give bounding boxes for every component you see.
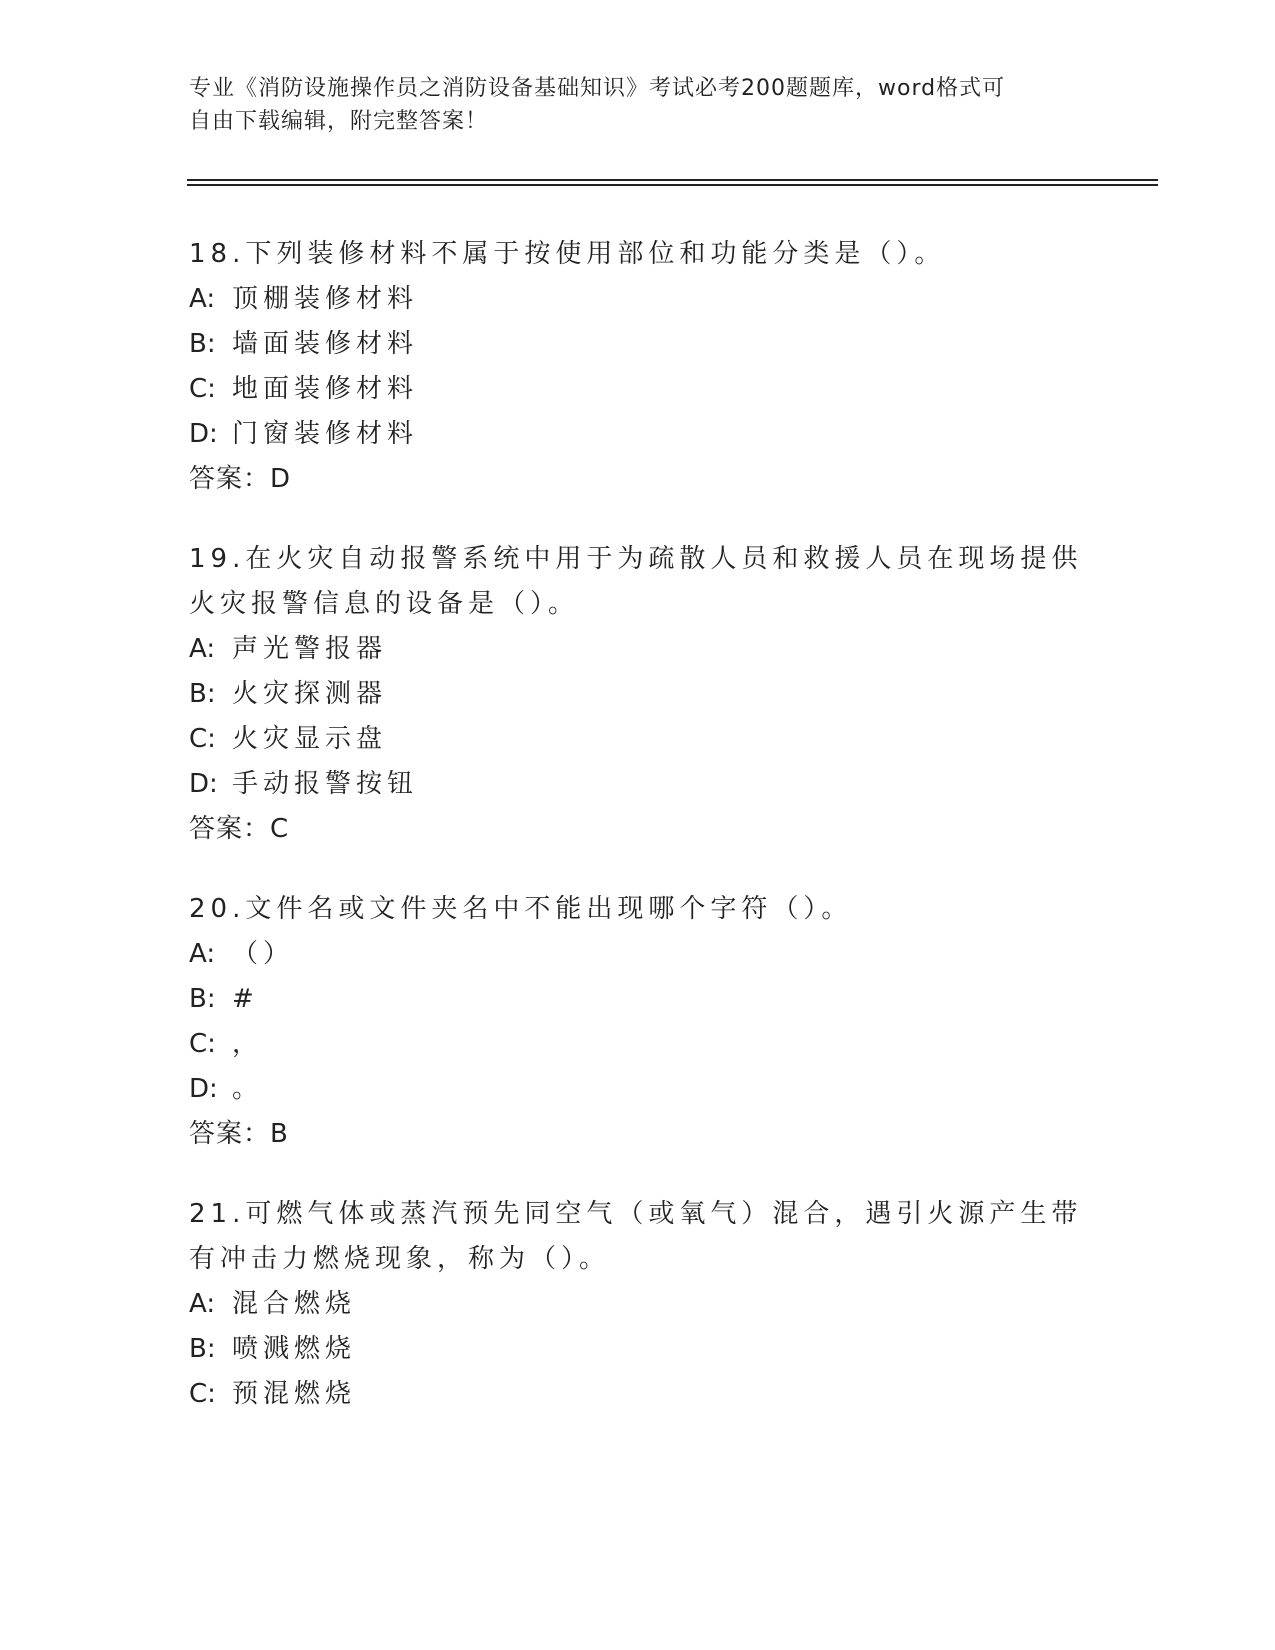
option-text: （） [232,939,295,969]
option-text: 预混燃烧 [232,1379,357,1409]
option-letter: A: [189,939,216,969]
question-18 [189,232,1109,501]
option-text: 。 [232,1074,264,1104]
option-d [189,412,1109,457]
option-a [189,1282,1109,1327]
option-letter: B: [189,1334,216,1364]
option-b [189,322,1109,367]
option-letter: D: [189,769,218,799]
option-b [189,1327,1109,1372]
option-d [189,762,1109,807]
question-stem: 20.文件名或文件夹名中不能出现哪个字符（）。 [189,894,853,924]
header-line-2: 自由下载编辑，附完整答案！ [189,109,489,134]
option-letter: A: [189,1289,216,1319]
option-text: 顶棚装修材料 [232,284,419,314]
option-text: 声光警报器 [232,634,388,664]
option-letter: C: [189,374,216,404]
question-list [189,232,1109,1453]
option-text: 墙面装修材料 [232,329,419,359]
question-stem: 21.可燃气体或蒸汽预先同空气（或氧气）混合，遇引火源产生带有冲击力燃烧现象，称为（）。 [189,1199,1083,1274]
option-text: 火灾显示盘 [232,724,388,754]
option-c [189,1022,1109,1067]
option-c [189,717,1109,762]
question-stem: 19.在火灾自动报警系统中用于为疏散人员和救援人员在现场提供火灾报警信息的设备是（）。 [189,544,1083,619]
option-text: 喷溅燃烧 [232,1334,357,1364]
option-c [189,1372,1109,1417]
document-header [189,72,1089,138]
header-divider-top [187,179,1158,181]
option-letter: C: [189,1379,216,1409]
answer-text: 答案：D [189,464,292,494]
option-letter: A: [189,634,216,664]
option-text: # [232,984,259,1014]
option-text: 混合燃烧 [232,1289,357,1319]
option-a [189,277,1109,322]
option-letter: D: [189,1074,218,1104]
answer-text: 答案：B [189,1119,289,1149]
option-letter: D: [189,419,218,449]
option-letter: B: [189,329,216,359]
option-c [189,367,1109,412]
option-text: 火灾探测器 [232,679,388,709]
option-letter: B: [189,984,216,1014]
option-b [189,672,1109,717]
question-21 [189,1192,1109,1417]
option-b [189,977,1109,1022]
question-19 [189,537,1109,851]
header-divider-bottom [187,184,1158,186]
option-letter: B: [189,679,216,709]
option-text: ， [232,1029,264,1059]
question-stem: 18.下列装修材料不属于按使用部位和功能分类是（）。 [189,239,946,269]
option-text: 地面装修材料 [232,374,419,404]
option-text: 手动报警按钮 [232,769,419,799]
question-20 [189,887,1109,1156]
option-letter: A: [189,284,216,314]
option-letter: C: [189,1029,216,1059]
header-line-1: 专业《消防设施操作员之消防设备基础知识》考试必考200题题库，word格式可 [189,76,1006,101]
option-text: 门窗装修材料 [232,419,419,449]
option-d [189,1067,1109,1112]
option-letter: C: [189,724,216,754]
option-a [189,627,1109,672]
answer-text: 答案：C [189,814,290,844]
option-a [189,932,1109,977]
